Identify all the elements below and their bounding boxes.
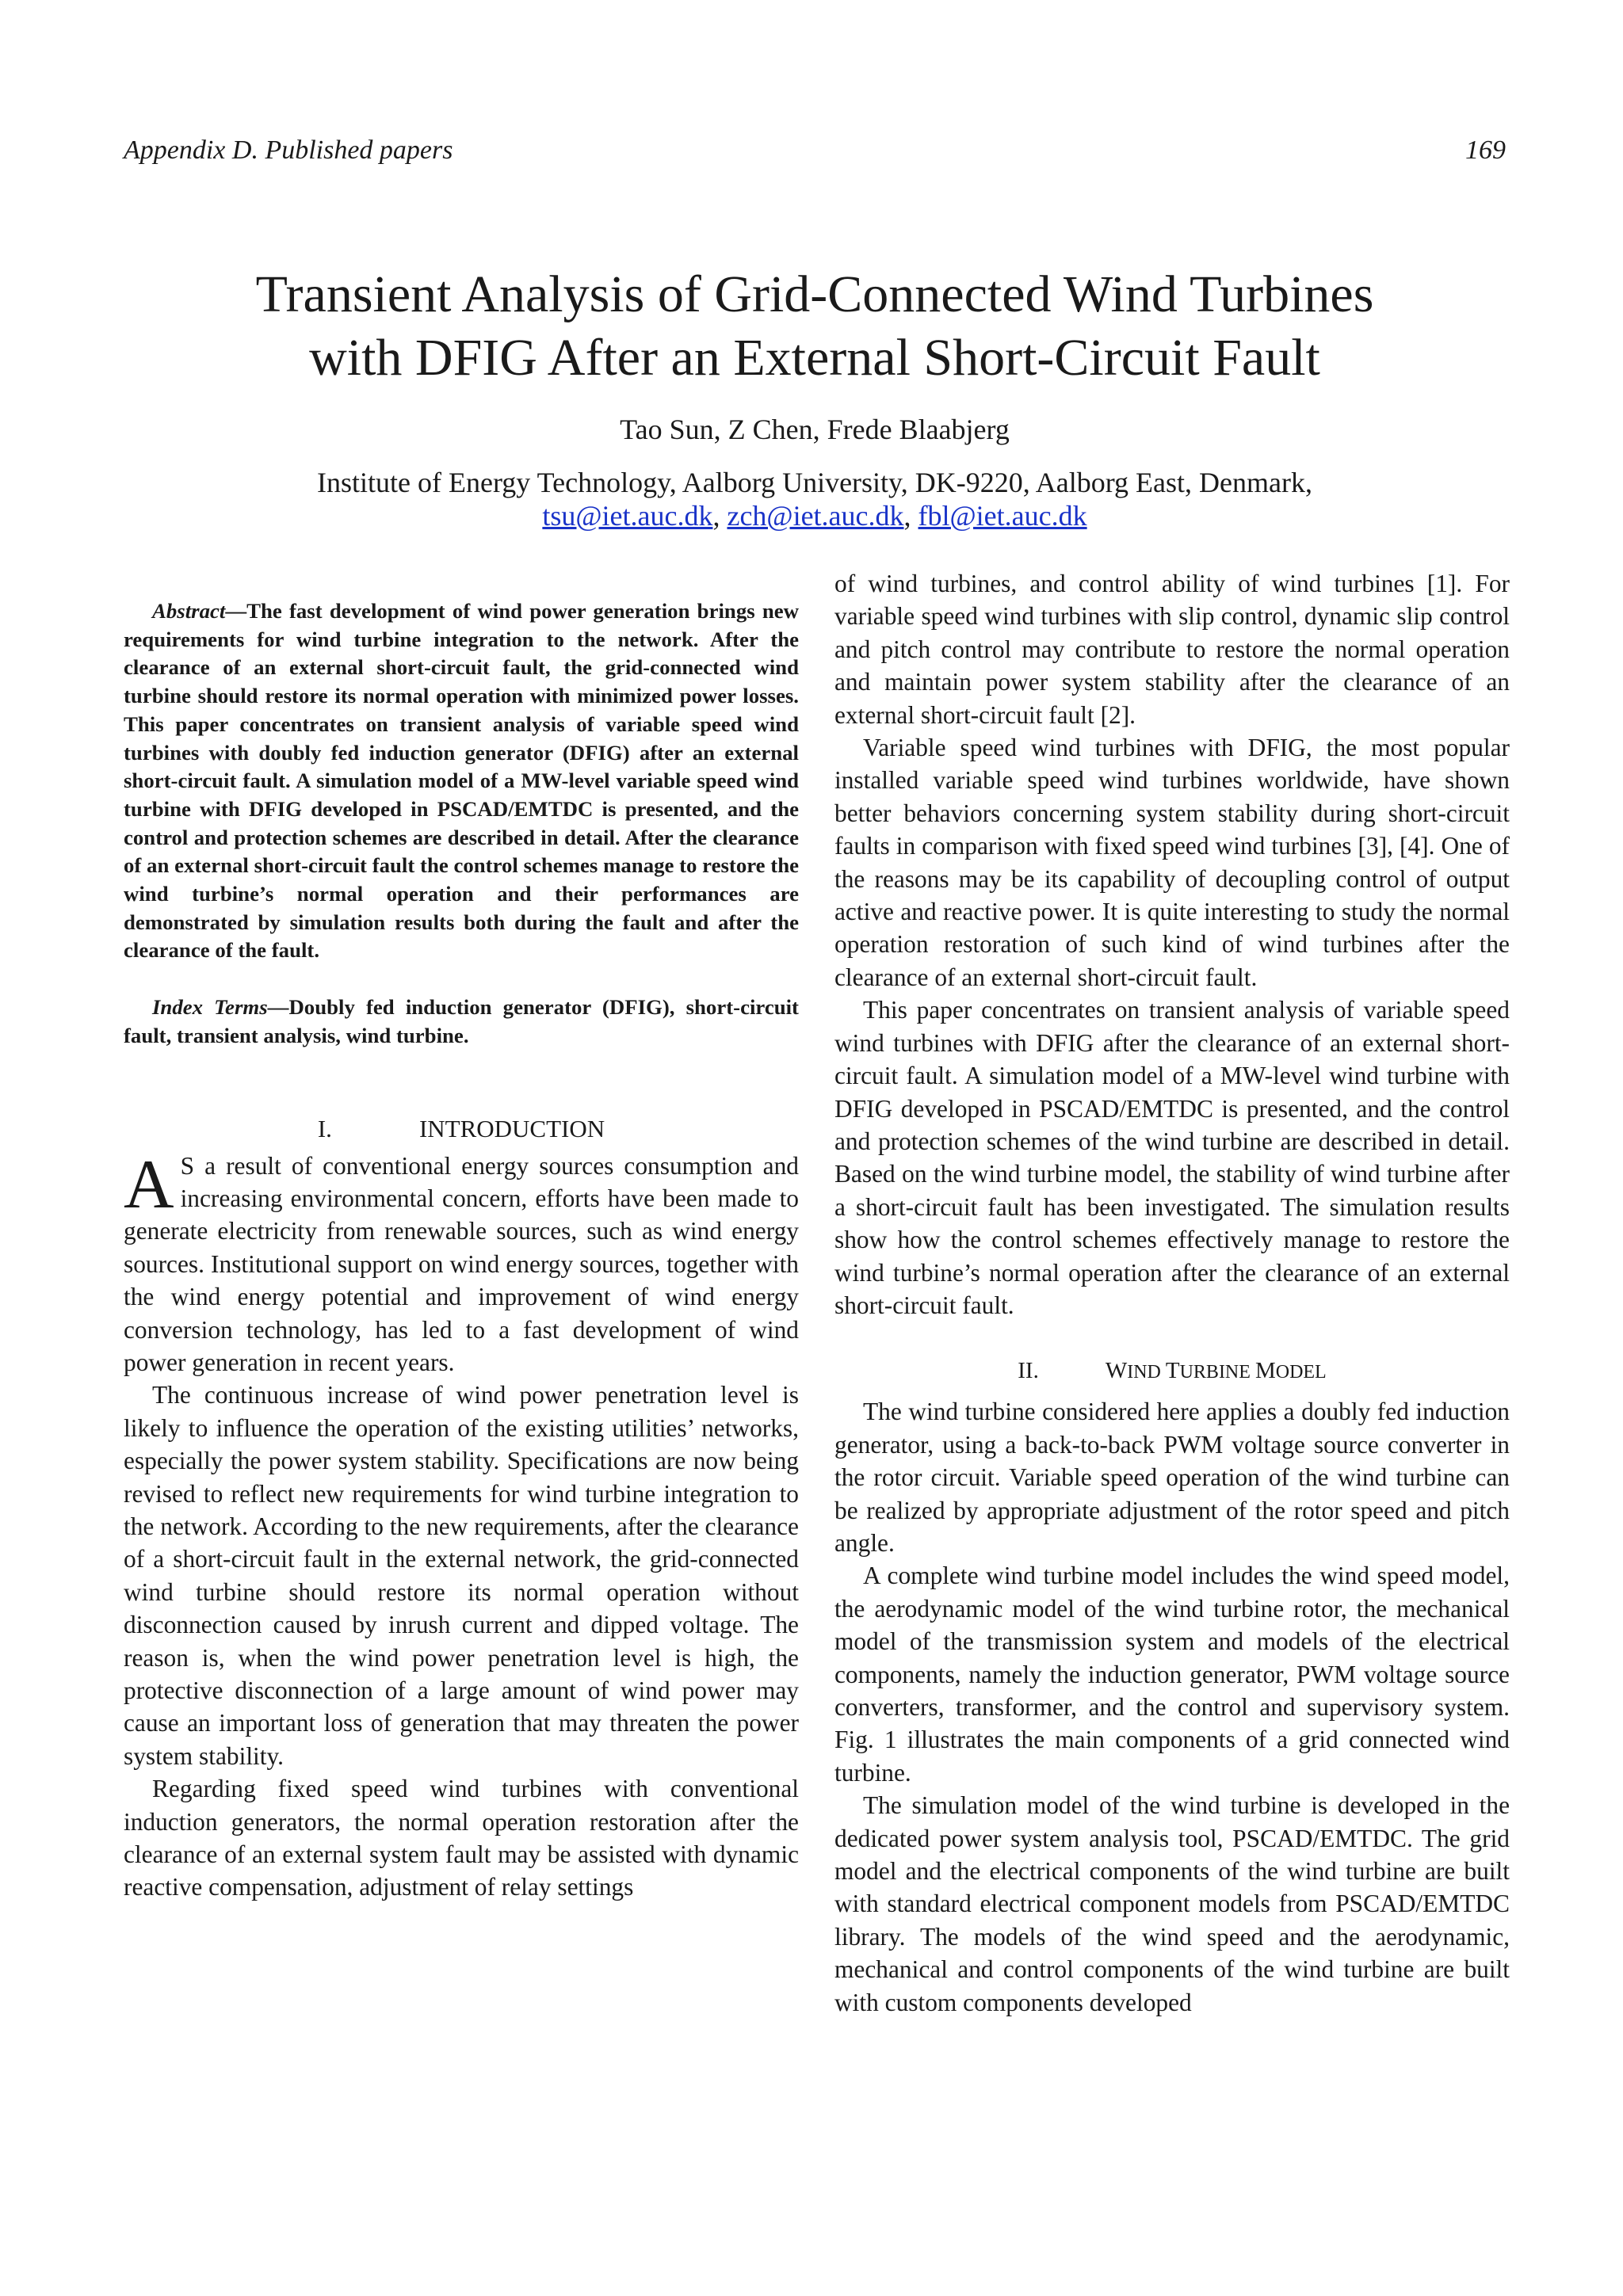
section-number: I.	[317, 1114, 332, 1142]
email-separator: ,	[903, 500, 918, 532]
index-terms-text: —Doubly fed induction generator (DFIG), short-circuit fault, transient analysis, wind turbine.	[124, 995, 799, 1047]
intro-paragraph-3-continued: of wind turbines, and control ability of wind turbines [1]. For variable speed wind turbines with slip control, dynamic slip control and pitch control may contribute to restore the normal operation and maintain power system stability after the clearance of an external short-circuit fault [2].	[834, 570, 1510, 729]
running-head	[124, 133, 1506, 168]
left-column	[124, 597, 799, 1904]
affiliation: Institute of Energy Technology, Aalborg University, DK-9220, Aalborg East, Denmark,	[317, 467, 1312, 498]
intro-paragraph-1: A S a result of conventional energy sources consumption and increasing environmental concern, efforts have been made to generate electricity from renewable sources, such as wind energy sources. Institutional support on wind energy sources, together with the wind energy potential and improvement of wind energy conversion technology, has led to a fast development of wind power generation in recent years.	[124, 1146, 799, 1376]
abstract-lead: Abstract	[152, 599, 226, 623]
section-heading-introduction	[124, 1112, 799, 1145]
running-head-left: Appendix D. Published papers	[124, 135, 453, 165]
model-paragraph-2: A complete wind turbine model includes the wind speed model, the aerodynamic model of the wind turbine rotor, the mechanical model of the transmission system and models of the electrical components, namely the induction generator, PWM voltage source converters, transformer, and the control and supervisory system. Fig. 1 illustrates the main components of a grid connected wind turbine.	[834, 1562, 1510, 1787]
intro-paragraph-3: Regarding fixed speed wind turbines with conventional induction generators, the normal operation restoration after the clearance of an external system fault may be assisted with dynamic reactive compensation, adjustment of relay settings	[124, 1775, 799, 1901]
abstract	[124, 597, 799, 965]
authors: Tao Sun, Z Chen, Frede Blaabjerg	[620, 414, 1010, 445]
title-line-2: with DFIG After an External Short-Circuit Fault	[309, 329, 1320, 387]
email-list	[124, 499, 1506, 532]
title-block	[124, 263, 1506, 532]
title-line-1: Transient Analysis of Grid-Connected Wind Turbines	[255, 265, 1374, 323]
intro-paragraph-2: The continuous increase of wind power penetration level is likely to influence the operation of the existing utilities’ networks, especially the power system stability. Specifications are now being revised to reflect new requirements for wind turbine integration to the network. According to the new requirements, after the clearance of a short-circuit fault in the external network, the grid-connected wind turbine should restore its normal operation without disconnection caused by inrush current and dipped voltage. The reason is, when the wind power penetration level is high, the protective disconnection of a large amount of wind power may cause an important loss of generation that may threaten the power system stability.	[124, 1381, 799, 1770]
email-link-tsu[interactable]: tsu@iet.auc.dk	[542, 500, 713, 532]
model-paragraph-1: The wind turbine considered here applies a doubly fed induction generator, using a back-to-back PWM voltage source converter in the rotor circuit. Variable speed operation of the wind turbine can be realized by appropriate adjustment of the rotor speed and pitch angle.	[834, 1398, 1510, 1557]
email-link-zch[interactable]: zch@iet.auc.dk	[727, 500, 904, 532]
paper-title	[124, 263, 1506, 390]
email-link-fbl[interactable]: fbl@iet.auc.dk	[918, 500, 1087, 532]
section-heading-wind-turbine-model: II. WIND TURBINE MODEL	[834, 1355, 1510, 1389]
intro-paragraph-5: This paper concentrates on transient analysis of variable speed wind turbines with DFIG after the clearance of an external short-circuit fault. A simulation model of a MW-level wind turbine with DFIG developed in PSCAD/EMTDC is presented, and the control and protection schemes of the wind turbine are described in detail. Based on the wind turbine model, the stability of wind turbine after a short-circuit fault has been investigated. The simulation results show how the control schemes effectively manage to restore the wind turbine’s normal operation after the clearance of an external short-circuit fault.	[834, 996, 1510, 1319]
model-paragraph-3: The simulation model of the wind turbine is developed in the dedicated power system analysis tool, PSCAD/EMTDC. The grid model and the electrical components of the wind turbine are built with standard electrical component models from PSCAD/EMTDC library. The models of the wind speed and the aerodynamic, mechanical and control components of the wind turbine are built with custom components developed	[834, 1791, 1510, 2016]
section-number: II.	[1018, 1358, 1039, 1384]
intro-paragraph-4: Variable speed wind turbines with DFIG, the most popular installed variable speed wind turbines worldwide, have shown better behaviors concerning system stability during short-circuit faults in comparison with fixed speed wind turbines [3], [4]. One of the reasons may be its capability of decoupling control of output active and reactive power. It is quite interesting to study the normal operation restoration of such kind of wind turbines after the clearance of an external short-circuit fault.	[834, 734, 1510, 991]
page-number: 169	[1465, 135, 1506, 165]
index-terms-lead: Index Terms	[152, 995, 268, 1020]
drop-cap: A	[124, 1146, 174, 1223]
right-column	[834, 567, 1510, 2019]
index-terms	[124, 994, 799, 1050]
abstract-text: —The fast development of wind power generation brings new requirements for wind turbine integration to the network. After the clearance of an external short-circuit fault, the grid-connected wind turbine should restore its normal operation with minimized power losses. This paper concentrates on transient analysis of variable speed wind turbines with doubly fed induction generator (DFIG) after an external short-circuit fault. A simulation model of a MW-level variable speed wind turbine with DFIG developed in PSCAD/EMTDC is presented, and the control and protection schemes are described in detail. After the clearance of an external short-circuit fault the control schemes manage to restore the wind turbine’s normal operation and their performances are demonstrated by simulation results both during the fault and after the clearance of the fault.	[124, 599, 799, 963]
email-separator: ,	[712, 500, 727, 532]
section-title: INTRODUCTION	[418, 1114, 605, 1142]
